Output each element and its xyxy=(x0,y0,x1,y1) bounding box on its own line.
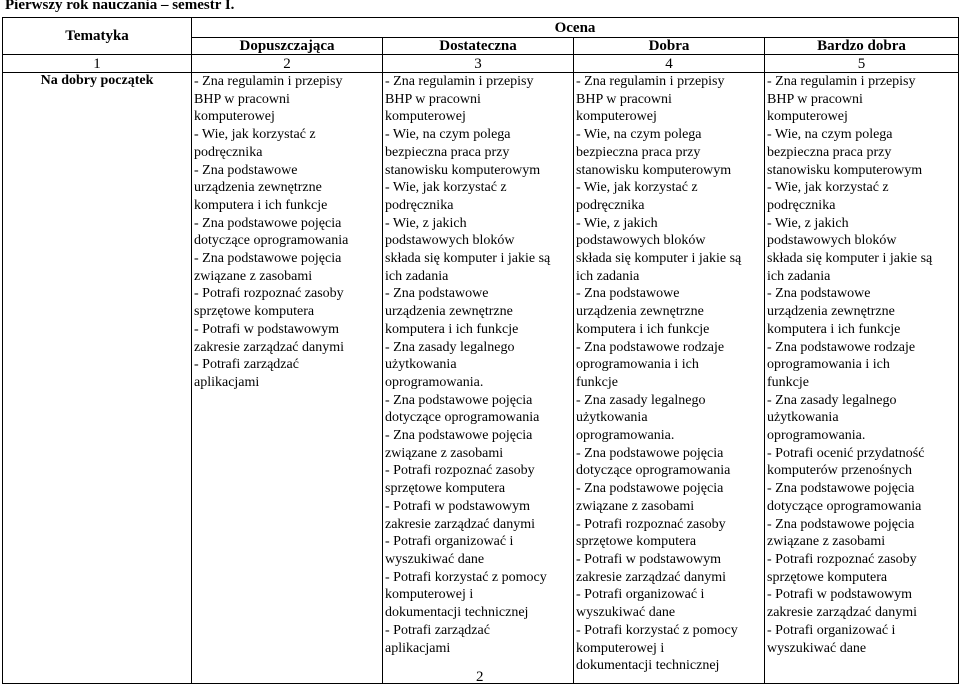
requirement-line: - Wie, z jakich xyxy=(385,215,467,231)
requirements-list xyxy=(192,73,382,392)
requirement-line: funkcje xyxy=(767,374,809,390)
requirement-line: - Wie, jak korzystać z xyxy=(194,127,316,143)
requirement-line: - Zna podstawowe xyxy=(767,286,871,302)
requirement-line: urządzenia zewnętrzne xyxy=(767,304,895,320)
requirement-line: - Potrafi w podstawowym xyxy=(194,321,340,337)
requirement-line: - Wie, jak korzystać z xyxy=(767,180,889,196)
requirement-line: BHP w pracowni xyxy=(194,91,290,107)
requirement-line: funkcje xyxy=(576,374,618,390)
requirement-line: - Potrafi rozpoznać zasoby xyxy=(767,551,917,567)
requirement-line: - Wie, na czym polega xyxy=(767,127,893,143)
requirement-line: użytkowania xyxy=(385,357,457,373)
requirement-line: - Potrafi organizować i xyxy=(385,534,514,550)
requirement-line: - Potrafi w podstawowym xyxy=(767,587,913,603)
requirement-line: stanowisku komputerowym xyxy=(576,162,732,178)
requirement-line: podręcznika xyxy=(194,144,263,160)
requirement-line: wyszukiwać dane xyxy=(576,605,676,621)
page-heading: Pierwszy rok nauczania – semestr I. xyxy=(5,0,235,13)
requirement-line: wyszukiwać dane xyxy=(385,551,485,567)
requirement-line: - Zna regulamin i przepisy xyxy=(194,74,343,89)
requirement-line: BHP w pracowni xyxy=(576,91,672,107)
requirement-line: aplikacjami xyxy=(385,640,451,656)
grade-dostateczna-header: Dostateczna xyxy=(383,38,574,55)
requirement-line: podręcznika xyxy=(385,197,454,213)
requirement-line: urządzenia zewnętrzne xyxy=(385,304,513,320)
requirement-line: - Wie, na czym polega xyxy=(576,127,702,143)
column-number: 5 xyxy=(765,55,959,73)
requirement-line: sprzętowe komputera xyxy=(576,534,697,550)
requirement-line: - Zna zasady legalnego xyxy=(385,339,515,355)
requirement-line: - Wie, z jakich xyxy=(767,215,849,231)
requirement-line: sprzętowe komputera xyxy=(194,304,315,320)
requirement-line: - Zna regulamin i przepisy xyxy=(385,74,534,89)
requirement-line: urządzenia zewnętrzne xyxy=(194,180,322,196)
requirement-line: składa się komputer i jakie są xyxy=(767,251,933,267)
requirement-line: - Wie, jak korzystać z xyxy=(385,180,507,196)
requirement-line: związane z zasobami xyxy=(385,445,504,461)
requirement-line: - Zna podstawowe pojęcia xyxy=(385,392,533,408)
requirement-line: komputerowej xyxy=(385,109,466,125)
topic-header: Tematyka xyxy=(3,18,192,55)
requirement-line: - Zna zasady legalnego xyxy=(767,392,897,408)
column-number: 3 xyxy=(383,55,574,73)
grade-dopuszczajaca-header: Dopuszczająca xyxy=(192,38,383,55)
requirement-line: dotyczące oprogramowania xyxy=(767,498,922,514)
requirement-line: dotyczące oprogramowania xyxy=(194,233,349,249)
requirement-line: BHP w pracowni xyxy=(767,91,863,107)
requirement-line: - Potrafi rozpoznać zasoby xyxy=(385,463,535,479)
requirement-line: - Potrafi zarządzać xyxy=(385,622,490,638)
requirement-line: wyszukiwać dane xyxy=(767,640,867,656)
requirement-line: oprogramowania i ich xyxy=(576,357,699,373)
requirement-line: związane z zasobami xyxy=(194,268,313,284)
requirement-line: zakresie zarządzać danymi xyxy=(385,516,536,532)
requirement-line: - Zna podstawowe xyxy=(385,286,489,302)
requirement-line: dotyczące oprogramowania xyxy=(576,463,731,479)
requirement-line: komputerowej xyxy=(194,109,275,125)
requirement-line: - Zna regulamin i przepisy xyxy=(767,74,916,89)
requirement-line: zakresie zarządzać danymi xyxy=(194,339,345,355)
requirement-line: - Potrafi w podstawowym xyxy=(576,551,722,567)
requirement-line: dokumentacji technicznej xyxy=(576,658,720,674)
requirement-line: komputerowej i xyxy=(385,587,474,603)
requirements-list xyxy=(383,73,573,657)
requirement-line: ich zadania xyxy=(576,268,640,284)
requirement-line: składa się komputer i jakie są xyxy=(385,251,551,267)
requirement-line: - Zna podstawowe pojęcia xyxy=(767,516,915,532)
requirement-line: - Wie, z jakich xyxy=(576,215,658,231)
requirement-line: związane z zasobami xyxy=(576,498,695,514)
requirement-line: - Potrafi organizować i xyxy=(576,587,705,603)
grade-header: Ocena xyxy=(192,18,959,38)
requirement-line: komputera i ich funkcje xyxy=(767,321,901,337)
requirement-line: aplikacjami xyxy=(194,374,260,390)
requirement-line: - Wie, na czym polega xyxy=(385,127,511,143)
requirement-line: podręcznika xyxy=(576,197,645,213)
requirement-line: sprzętowe komputera xyxy=(385,481,506,497)
requirement-line: ich zadania xyxy=(385,268,449,284)
requirement-line: podstawowych bloków xyxy=(385,233,515,249)
requirement-line: - Potrafi zarządzać xyxy=(194,357,299,373)
requirement-line: - Zna zasady legalnego xyxy=(576,392,706,408)
requirement-line: oprogramowania. xyxy=(767,428,866,444)
requirement-line: - Zna podstawowe pojęcia xyxy=(767,481,915,497)
requirement-line: - Potrafi organizować i xyxy=(767,622,896,638)
requirement-line: - Potrafi ocenić przydatność xyxy=(767,445,925,461)
requirement-line: - Zna regulamin i przepisy xyxy=(576,74,725,89)
requirement-line: urządzenia zewnętrzne xyxy=(576,304,704,320)
requirement-line: bezpieczna praca przy xyxy=(767,144,892,160)
requirement-line: - Zna podstawowe rodzaje xyxy=(576,339,725,355)
requirements-list xyxy=(574,73,764,675)
requirement-line: komputera i ich funkcje xyxy=(194,197,328,213)
requirement-line: podstawowych bloków xyxy=(767,233,897,249)
requirement-line: komputerowej xyxy=(767,109,848,125)
requirement-line: - Potrafi korzystać z pomocy xyxy=(385,569,547,585)
requirement-line: - Zna podstawowe xyxy=(194,162,298,178)
requirement-line: związane z zasobami xyxy=(767,534,886,550)
requirements-cell-dopuszczajaca xyxy=(192,73,383,684)
requirement-line: oprogramowania. xyxy=(576,428,675,444)
requirement-line: bezpieczna praca przy xyxy=(576,144,701,160)
requirement-line: użytkowania xyxy=(576,410,648,426)
requirement-line: stanowisku komputerowym xyxy=(767,162,923,178)
requirements-cell-dostateczna xyxy=(383,73,574,684)
grading-table xyxy=(2,17,959,684)
requirement-line: użytkowania xyxy=(767,410,839,426)
requirement-line: - Wie, jak korzystać z xyxy=(576,180,698,196)
requirement-line: - Zna podstawowe xyxy=(576,286,680,302)
topic-cell: Na dobry początek xyxy=(3,73,192,684)
requirement-line: BHP w pracowni xyxy=(385,91,481,107)
requirement-line: - Potrafi rozpoznać zasoby xyxy=(194,286,344,302)
requirement-line: sprzętowe komputera xyxy=(767,569,888,585)
requirements-cell-bardzo-dobra xyxy=(765,73,959,684)
grade-dobra-header: Dobra xyxy=(574,38,765,55)
requirement-line: zakresie zarządzać danymi xyxy=(576,569,727,585)
requirement-line: komputerowej i xyxy=(576,640,665,656)
page-number: 2 xyxy=(476,669,484,685)
requirement-line: oprogramowania i ich xyxy=(767,357,890,373)
requirement-line: dokumentacji technicznej xyxy=(385,605,529,621)
requirement-line: - Zna podstawowe rodzaje xyxy=(767,339,916,355)
requirement-line: - Zna podstawowe pojęcia xyxy=(194,215,342,231)
requirement-line: - Zna podstawowe pojęcia xyxy=(385,428,533,444)
requirement-line: - Zna podstawowe pojęcia xyxy=(576,481,724,497)
column-number: 2 xyxy=(192,55,383,73)
column-number: 4 xyxy=(574,55,765,73)
requirement-line: podręcznika xyxy=(767,197,836,213)
requirement-line: - Potrafi rozpoznać zasoby xyxy=(576,516,726,532)
requirement-line: bezpieczna praca przy xyxy=(385,144,510,160)
requirement-line: ich zadania xyxy=(767,268,831,284)
requirement-line: komputera i ich funkcje xyxy=(576,321,710,337)
grade-bardzo-dobra-header: Bardzo dobra xyxy=(765,38,959,55)
requirement-line: - Potrafi w podstawowym xyxy=(385,498,531,514)
requirements-cell-dobra xyxy=(574,73,765,684)
requirement-line: zakresie zarządzać danymi xyxy=(767,605,918,621)
requirement-line: dotyczące oprogramowania xyxy=(385,410,540,426)
requirement-line: komputerów przenośnych xyxy=(767,463,913,479)
requirement-line: podstawowych bloków xyxy=(576,233,706,249)
requirement-line: komputerowej xyxy=(576,109,657,125)
requirement-line: - Potrafi korzystać z pomocy xyxy=(576,622,738,638)
requirements-list xyxy=(765,73,958,657)
requirement-line: - Zna podstawowe pojęcia xyxy=(576,445,724,461)
requirement-line: - Zna podstawowe pojęcia xyxy=(194,251,342,267)
requirement-line: oprogramowania. xyxy=(385,374,484,390)
requirement-line: stanowisku komputerowym xyxy=(385,162,541,178)
requirement-line: komputera i ich funkcje xyxy=(385,321,519,337)
requirement-line: składa się komputer i jakie są xyxy=(576,251,742,267)
column-number: 1 xyxy=(3,55,192,73)
